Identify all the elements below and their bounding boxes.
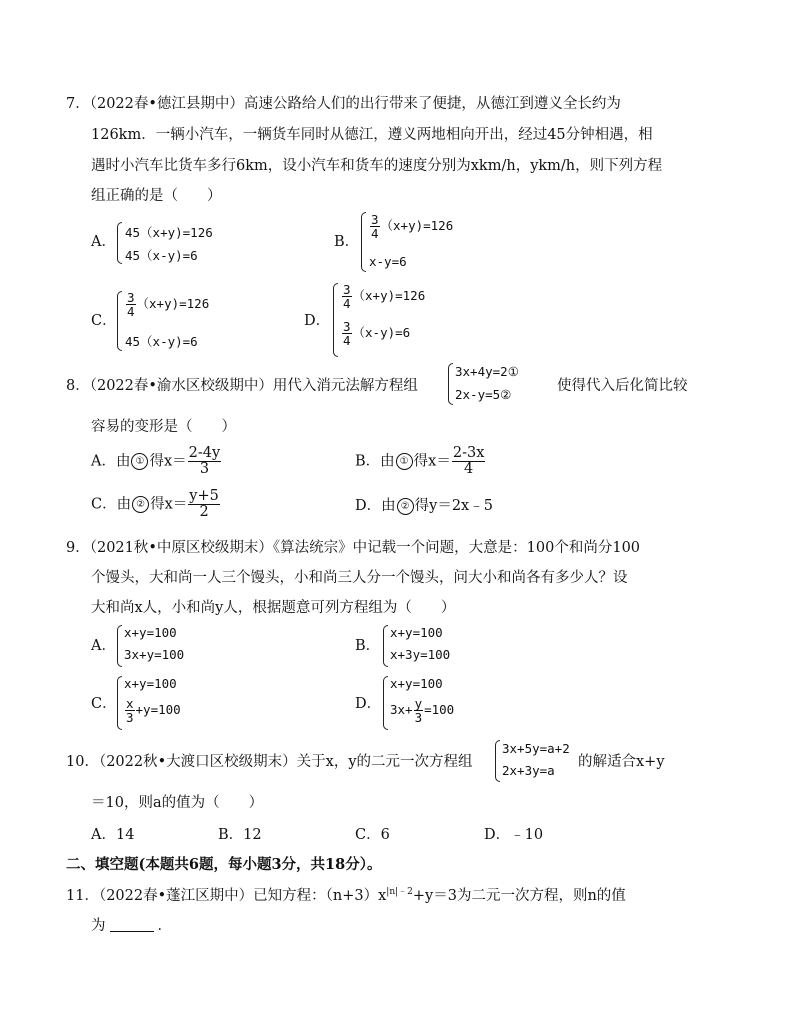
q7-line-2: 126km．一辆小汽车，一辆货车同时从德江，遵义两地相向开出，经过45分钟相遇，相	[91, 127, 653, 143]
q8-option-d: D．由 ② 得y＝2x﹣5	[355, 498, 493, 514]
q7-option-d-brace	[333, 283, 338, 357]
q9-option-d-eq2: 3x+ $\frac{y}{3}$ =100	[390, 696, 455, 726]
q7-option-c-label: C．	[91, 313, 117, 329]
q9-option-a-brace	[117, 625, 122, 667]
q7-option-c-eq2: 45（x-y)=6	[125, 334, 198, 349]
q8-system-brace	[448, 363, 453, 405]
q7-option-a-brace	[117, 222, 122, 264]
q10-option-c: C．6	[355, 827, 390, 843]
q8-system-eq2: 2x-y=5②	[455, 387, 512, 402]
q9-option-c-eq1: x+y=100	[124, 676, 177, 691]
q10-system-eq2: 2x+3y=a	[502, 763, 555, 778]
q11-line-1: 11．（2022春•蓬江区期中）已知方程：$(n+3)x^{|n|﹣2}+y=3$为二元一次方程，则n的值	[66, 887, 626, 904]
q9-option-b-eq2: x+3y=100	[390, 647, 451, 662]
q8-option-b: B．由 ① 得x＝ $\frac{2-3x}{4}$	[355, 445, 485, 478]
q7-option-b-label: B．	[334, 234, 360, 250]
q9-option-d-brace	[383, 676, 388, 730]
q9-line-3: 大和尚x人，小和尚y人，根据题意可列方程组为（ ）	[91, 600, 456, 616]
q9-option-c-eq2: $\frac{x}{3}$ +y=100	[126, 696, 181, 726]
q9-line-2: 个馒头，大和尚一人三个馒头，小和尚三人分一个馒头，问大小和尚各有多少人？设	[91, 570, 628, 586]
q8-line-2: 容易的变形是（ ）	[91, 419, 236, 435]
q9-option-a-eq2: 3x+y=100	[124, 647, 185, 662]
q9-option-a-label: A．	[91, 638, 116, 654]
q10-option-b: B．12	[218, 827, 262, 843]
q8-option-c: C．由 ② 得x＝ $\frac{y+5}{2}$	[91, 488, 219, 521]
q10-system-brace	[495, 740, 500, 782]
q7-option-b-brace	[361, 212, 366, 272]
q7-line-1: 7．（2022春•德江县期中）高速公路给人们的出行带来了便捷，从德江到遵义全长约为	[66, 96, 621, 112]
q9-option-b-brace	[383, 625, 388, 667]
q7-option-c-brace	[117, 291, 122, 351]
q7-option-a-label: A．	[91, 234, 116, 250]
q10-line-1-prefix: 10．（2022秋•大渡口区校级期末）关于x，y的二元一次方程组	[66, 754, 473, 770]
q8-option-a: A．由 ① 得x＝ $\frac{2-4y}{3}$	[91, 445, 221, 478]
q9-option-c-label: C．	[91, 696, 117, 712]
q11-answer-blank[interactable]	[110, 931, 154, 932]
q10-line-2: ＝10，则a的值为（ ）	[91, 795, 264, 811]
q7-option-b-eq1: $\frac{3}{4}$ （x+y)=126	[371, 212, 454, 242]
q7-option-c-eq1: $\frac{3}{4}$ （x+y)=126	[127, 290, 210, 320]
q11-line-2: 为 ．	[91, 918, 172, 934]
q10-option-d: D．﹣10	[484, 827, 544, 843]
q9-option-c-brace	[117, 676, 122, 730]
q7-option-a-eq2: 45（x-y)=6	[125, 248, 198, 263]
q10-system-eq1: 3x+5y=a+2	[502, 741, 570, 756]
q9-option-b-label: B．	[355, 638, 381, 654]
q7-line-3: 遇时小汽车比货车多行6km，设小汽车和货车的速度分别为xkm/h，ykm/h，则下列方程	[91, 158, 663, 174]
q7-line-4: 组正确的是（ ）	[91, 188, 222, 204]
q9-option-b-eq1: x+y=100	[390, 625, 443, 640]
section-2-heading: 二、填空题(本题共6题，每小题3分，共18分）。	[66, 856, 382, 873]
q10-line-1-suffix: 的解适合x+y	[578, 754, 665, 770]
q9-option-a-eq1: x+y=100	[124, 625, 177, 640]
q7-option-b-eq2: x-y=6	[369, 254, 407, 269]
q9-line-1: 9．（2021秋•中原区校级期末）《算法统宗》中记载一个问题，大意是：100个和尚分100	[66, 540, 641, 556]
q7-option-d-eq1: $\frac{3}{4}$ （x+y)=126	[343, 282, 426, 312]
q7-option-d-eq2: $\frac{3}{4}$ （x-y)=6	[343, 319, 411, 349]
q9-option-d-label: D．	[355, 696, 382, 712]
q8-system-eq1: 3x+4y=2①	[455, 364, 519, 379]
q10-option-a: A．14	[91, 827, 135, 843]
q8-line-1-prefix: 8．（2022春•渝水区校级期中）用代入消元法解方程组	[66, 378, 418, 394]
q7-option-d-label: D．	[304, 313, 331, 329]
q9-option-d-eq1: x+y=100	[390, 676, 443, 691]
q7-option-a-eq1: 45（x+y)=126	[125, 225, 213, 240]
q8-line-1-suffix: 使得代入后化简比较	[557, 378, 688, 394]
